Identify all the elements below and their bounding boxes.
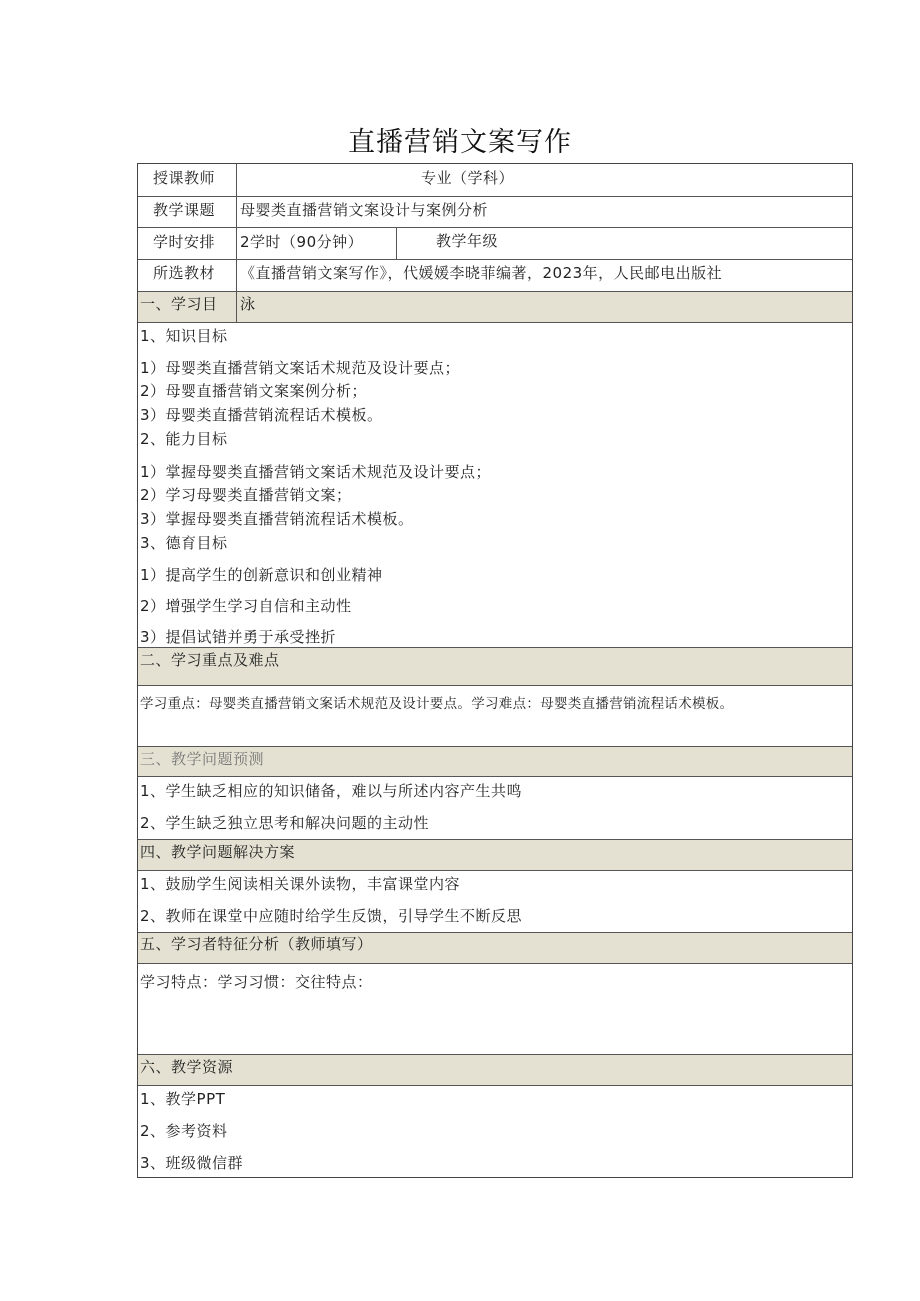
- resources-heading: 六、教学资源: [140, 1058, 234, 1076]
- problem-item: 1、学生缺乏相应的知识储备，难以与所述内容产生共鸣: [140, 782, 523, 800]
- column-divider: [236, 164, 237, 322]
- keypoints-content: 学习重点：母婴类直播营销文案话术规范及设计要点。学习难点：母婴类直播营销流程话术模板。: [140, 696, 734, 712]
- row-divider: [138, 746, 852, 747]
- knowledge-title: 1、知识目标: [140, 327, 228, 345]
- keypoints-heading: 二、学习重点及难点: [140, 651, 280, 669]
- row-divider: [138, 322, 852, 323]
- moral-title: 3、德育目标: [140, 534, 228, 552]
- objectives-heading-tail: 泳: [240, 295, 256, 313]
- knowledge-item: 2）母婴直播营销文案案例分析；: [140, 382, 368, 400]
- learners-heading: 五、学习者特征分析（教师填写）: [140, 935, 373, 953]
- learners-content: 学习特点：学习习惯：交往特点：: [140, 973, 373, 991]
- row-divider: [138, 870, 852, 871]
- ability-item: 2）学习母婴类直播营销文案；: [140, 486, 352, 504]
- row-divider: [138, 839, 852, 840]
- textbook-label: 所选教材: [153, 264, 216, 282]
- row-divider: [138, 647, 852, 648]
- row-divider: [138, 291, 852, 292]
- document-title: 直播营销文案写作: [348, 127, 572, 158]
- ability-title: 2、能力目标: [140, 430, 228, 448]
- row-divider: [138, 685, 852, 686]
- solutions-heading: 四、教学问题解决方案: [140, 843, 296, 861]
- hours-label: 学时安排: [153, 233, 216, 251]
- row-divider: [138, 963, 852, 964]
- major-label: 专业（学科）: [421, 169, 515, 187]
- solution-item: 1、鼓励学生阅读相关课外读物，丰富课堂内容: [140, 875, 461, 893]
- row-divider: [138, 227, 852, 228]
- row-divider: [138, 196, 852, 197]
- moral-item: 1）提高学生的创新意识和创业精神: [140, 566, 383, 584]
- lesson-plan-table: [137, 163, 853, 1178]
- problem-item: 2、学生缺乏独立思考和解决问题的主动性: [140, 814, 430, 832]
- topic-value: 母婴类直播营销文案设计与案例分析: [240, 201, 489, 219]
- teacher-label: 授课教师: [153, 169, 216, 187]
- knowledge-item: 3）母婴类直播营销流程话术模板。: [140, 406, 383, 424]
- row-divider: [138, 259, 852, 260]
- solution-item: 2、教师在课堂中应随时给学生反馈，引导学生不断反思: [140, 907, 523, 925]
- objectives-heading: 一、学习目: [140, 295, 218, 313]
- moral-item: 2）增强学生学习自信和主动性: [140, 597, 352, 615]
- resource-item: 3、班级微信群: [140, 1154, 244, 1172]
- resources-header-band: [138, 1054, 852, 1085]
- row-divider: [138, 1054, 852, 1055]
- row-divider: [138, 776, 852, 777]
- ability-item: 3）掌握母婴类直播营销流程话术模板。: [140, 510, 414, 528]
- row-divider: [138, 932, 852, 933]
- textbook-value: 《直播营销文案写作》，代媛媛李晓菲编著，2023年，人民邮电出版社: [240, 264, 723, 282]
- column-divider: [396, 227, 397, 259]
- topic-label: 教学课题: [153, 201, 216, 219]
- knowledge-item: 1）母婴类直播营销文案话术规范及设计要点；: [140, 359, 461, 377]
- resource-item: 1、教学PPT: [140, 1090, 226, 1108]
- row-divider: [138, 1085, 852, 1086]
- resource-item: 2、参考资料: [140, 1122, 228, 1140]
- ability-item: 1）掌握母婴类直播营销文案话术规范及设计要点；: [140, 463, 492, 481]
- moral-item: 3）提倡试错并勇于承受挫折: [140, 628, 337, 646]
- grade-label: 教学年级: [436, 232, 499, 250]
- hours-value: 2学时（90分钟）: [240, 233, 364, 251]
- problems-heading: 三、教学问题预测: [140, 750, 265, 768]
